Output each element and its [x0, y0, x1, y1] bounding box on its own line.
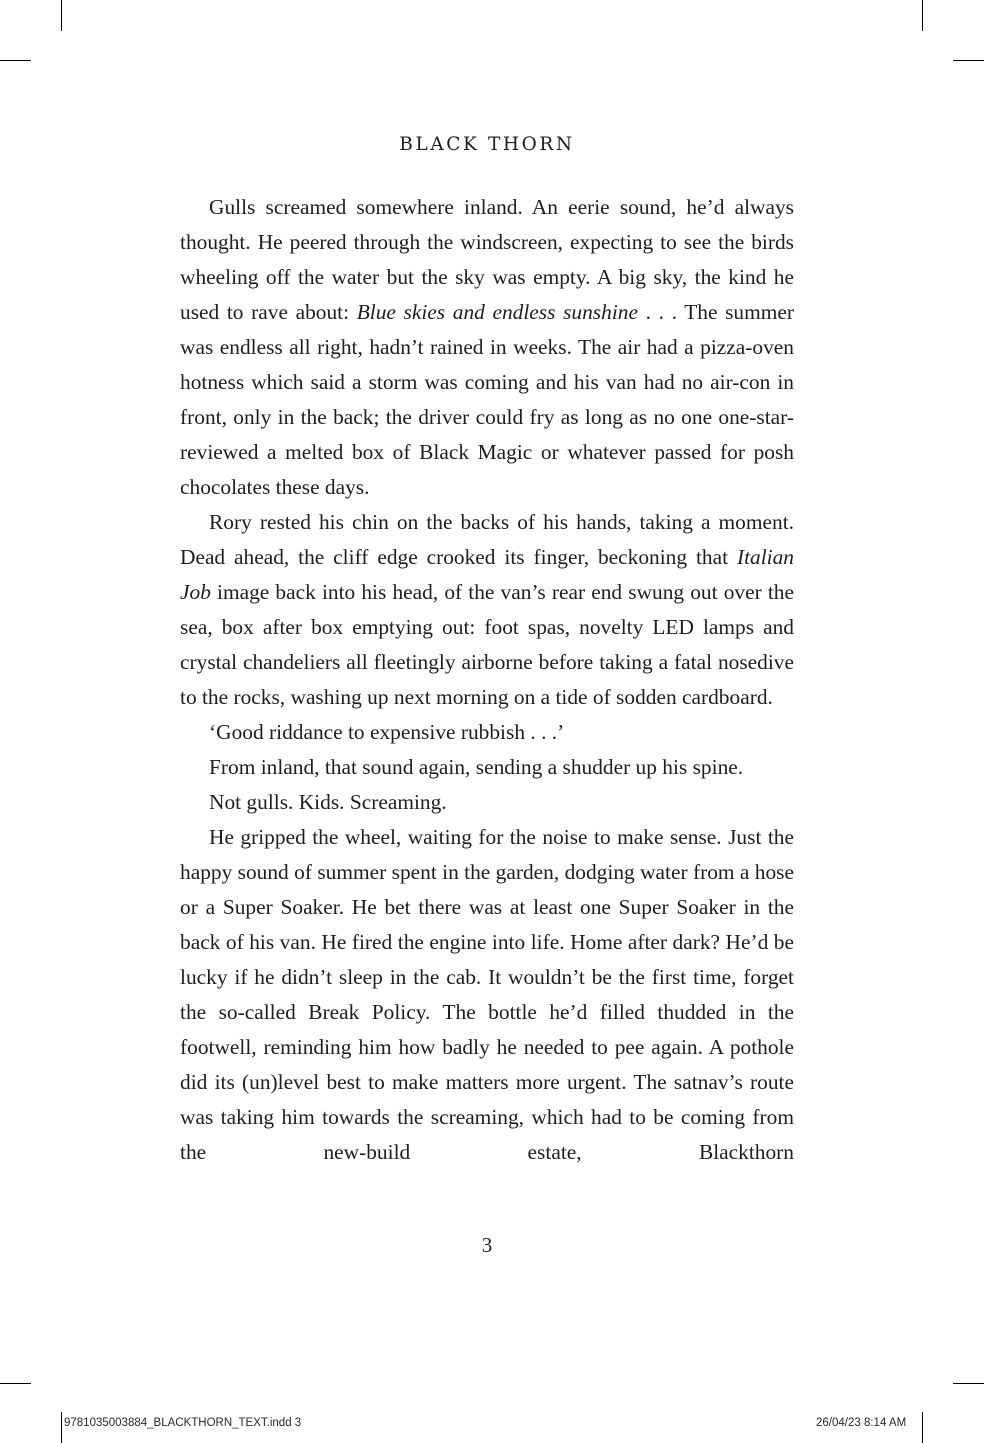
crop-mark-bottom-right-vertical: [922, 1412, 923, 1443]
slug-timestamp: 26/04/23 8:14 AM: [816, 1417, 907, 1429]
body-text: [180, 190, 794, 1170]
running-head: BLACK THORN: [399, 134, 575, 155]
italic-text: Italian Job: [180, 545, 794, 604]
text-segment: ‘Good riddance to expensive rubbish . . .’: [209, 720, 565, 744]
paragraph: [180, 715, 794, 750]
text-segment: From inland, that sound again, sending a shudder up his spine.: [209, 755, 744, 779]
crop-mark-top-left-horizontal: [0, 60, 31, 61]
paragraph: [180, 750, 794, 785]
paragraph: [180, 785, 794, 820]
text-segment: Rory rested his chin on the backs of his hands, taking a moment. Dead ahead, the cliff edge crooked its finger, beckoning that: [180, 510, 794, 569]
paragraph: [180, 820, 794, 1170]
crop-mark-top-left-vertical: [61, 0, 62, 31]
crop-mark-bottom-left-horizontal: [0, 1383, 31, 1384]
text-segment: Not gulls. Kids. Screaming.: [209, 790, 447, 814]
text-segment: . . . The summer was endless all right, hadn’t rained in weeks. The air had a pizza-oven hotness which said a storm was coming and his van had no air-con in front, only in the back; the driver could fry as long as no one one-star-reviewed a melted box of Black Magic or whatever passed for posh chocolates these days.: [180, 300, 794, 499]
paragraph: [180, 190, 794, 505]
text-segment: He gripped the wheel, waiting for the noise to make sense. Just the happy sound of summer spent in the garden, dodging water from a hose or a Super Soaker. He bet there was at least one Super Soaker in the back of his van. He fired the engine into life. Home after dark? He’d be lucky if he didn’t sleep in the cab. It wouldn’t be the first time, forget the so-called Break Policy. The bottle he’d filled thudded in the footwell, reminding him how badly he needed to pee again. A pothole did its (un)level best to make matters more urgent. The satnav’s route was taking him towards the screaming, which had to be coming from the new-build estate, Blackthorn: [180, 825, 794, 1164]
crop-mark-bottom-right-horizontal: [953, 1383, 984, 1384]
paragraph: [180, 505, 794, 715]
crop-mark-top-right-vertical: [922, 0, 923, 31]
crop-mark-bottom-left-vertical: [61, 1412, 62, 1443]
crop-mark-top-right-horizontal: [953, 60, 984, 61]
page-number: 3: [481, 1233, 493, 1257]
slug-file-info: 9781035003884_BLACKTHORN_TEXT.indd 3: [64, 1417, 302, 1429]
text-segment: Gulls screamed somewhere inland. An eerie sound, he’d always thought. He peered through the windscreen, expecting to see the birds wheeling off the water but the sky was empty. A big sky, the kind he used to rave about:: [180, 195, 794, 324]
italic-text: Blue skies and endless sunshine: [356, 300, 638, 324]
text-segment: image back into his head, of the van’s rear end swung out over the sea, box after box emptying out: foot spas, novelty LED lamps and crystal chandeliers all fleetingly airborne before taking a fatal nosedive to the rocks, washing up next morning on a tide of sodden cardboard.: [180, 580, 794, 709]
